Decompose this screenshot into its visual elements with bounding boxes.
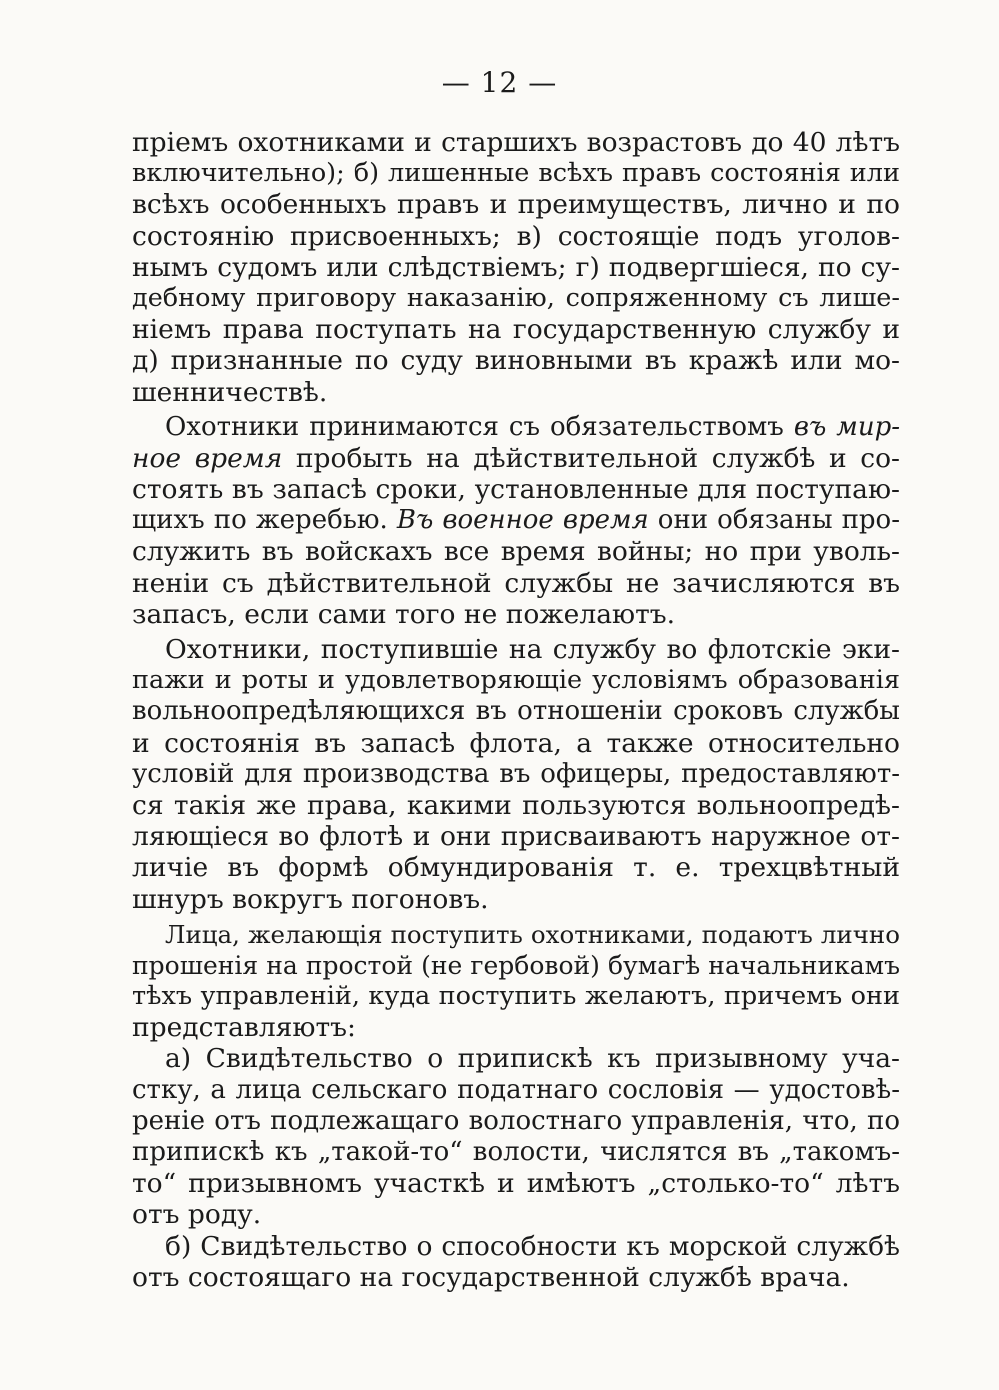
paragraph-1 (132, 127, 900, 408)
text-line: а) Свидѣтельство о припискѣ къ призывному уча- (165, 1043, 900, 1075)
text-line: шенничествѣ. (132, 376, 328, 408)
page-number: — 12 — (441, 66, 558, 99)
text-line: ніемъ права поступать на государственную службу и (132, 314, 900, 346)
text-line: и состоянія въ запасѣ флота, а также относительно (132, 727, 900, 759)
text-line: пріемъ охотниками и старшихъ возрастовъ до 40 лѣтъ (132, 127, 900, 158)
text-line: отъ роду. (132, 1199, 262, 1231)
italic-run: въ мир- (793, 411, 900, 442)
text-line: отъ состоящаго на государственной службѣ врача. (132, 1261, 850, 1293)
text-line: д) признанные по суду виновными въ кражѣ или мо- (132, 345, 900, 377)
text-run: щихъ по жеребью. (132, 505, 397, 536)
text-line: стоять въ запасѣ сроки, установленные для поступаю- (132, 474, 900, 506)
text-line: Охотники, поступившіе на службу во флотскіе эки- (165, 634, 900, 665)
text-line (132, 505, 900, 536)
text-line: тѣхъ управленій, куда поступить желаютъ, причемъ они (132, 981, 900, 1012)
text-line: дебному приговору наказанію, сопряженному съ лише- (132, 282, 900, 313)
text-run: пробыть на дѣйствительной службѣ и со- (282, 442, 901, 474)
text-line: неніи съ дѣйствительной службы не зачисляются въ (132, 567, 900, 599)
text-line: служить въ войскахъ все время войны; но при уволь- (132, 536, 900, 568)
text-line: личіе въ формѣ обмундированія т. е. трехцвѣтный (132, 852, 900, 884)
text-run: они обязаны про- (648, 505, 900, 536)
text-line: условій для производства въ офицеры, предоставляют- (132, 758, 900, 789)
text-line: всѣхъ особенныхъ правъ и преимуществъ, лично и по (132, 189, 900, 221)
text-line: реніе отъ подлежащаго волостнаго управленія, что, по (132, 1105, 900, 1136)
italic-run: ное время (132, 442, 283, 474)
text-line: вольноопредѣляющихся въ отношеніи сроковъ службы (132, 696, 900, 727)
text-line: б) Свидѣтельство о способности къ морской службѣ (165, 1230, 900, 1262)
text-line: запасъ, если сами того не пожелаютъ. (132, 598, 676, 630)
text-line: представляютъ: (132, 1012, 356, 1044)
paragraph-2 (132, 412, 900, 630)
paragraph-3 (132, 634, 900, 915)
text-line: нымъ судомъ или слѣдствіемъ; г) подвергшіеся, по су- (132, 251, 900, 283)
paragraph-5 (132, 1043, 900, 1230)
text-line: прошенія на простой (не гербовой) бумагѣ начальникамъ (132, 950, 900, 980)
text-line: припискѣ къ „такой-то“ волости, числятся въ „такомъ- (132, 1137, 900, 1167)
text-run: Охотники принимаются съ обязательствомъ (165, 411, 794, 442)
text-line: Лица, желающія поступить охотниками, подаютъ лично (165, 919, 900, 949)
text-line: то“ призывномъ участкѣ и имѣютъ „столько-то“ лѣтъ (132, 1168, 900, 1200)
text-line: ся такія же права, какими пользуются вольноопредѣ- (132, 789, 900, 821)
paragraph-4 (132, 919, 900, 1044)
paragraph-6 (132, 1231, 900, 1293)
italic-run: Въ военное время (396, 505, 649, 536)
text-line: пажи и роты и удовлетворяющіе условіямъ образованія (132, 665, 900, 696)
text-line: ляющіеся во флотѣ и они присваиваютъ наружное от- (132, 821, 900, 853)
page-text (132, 127, 900, 1293)
text-line (132, 412, 900, 443)
text-line: стку, а лица сельскаго податнаго сословія — удостовѣ- (132, 1074, 900, 1105)
text-line: состоянію присвоенныхъ; в) состоящіе подъ уголов- (132, 220, 900, 252)
text-line: включительно); б) лишенные всѣхъ правъ состоянія или (132, 158, 900, 189)
text-line: шнуръ вокругъ погоновъ. (132, 883, 489, 915)
text-line (132, 443, 900, 474)
